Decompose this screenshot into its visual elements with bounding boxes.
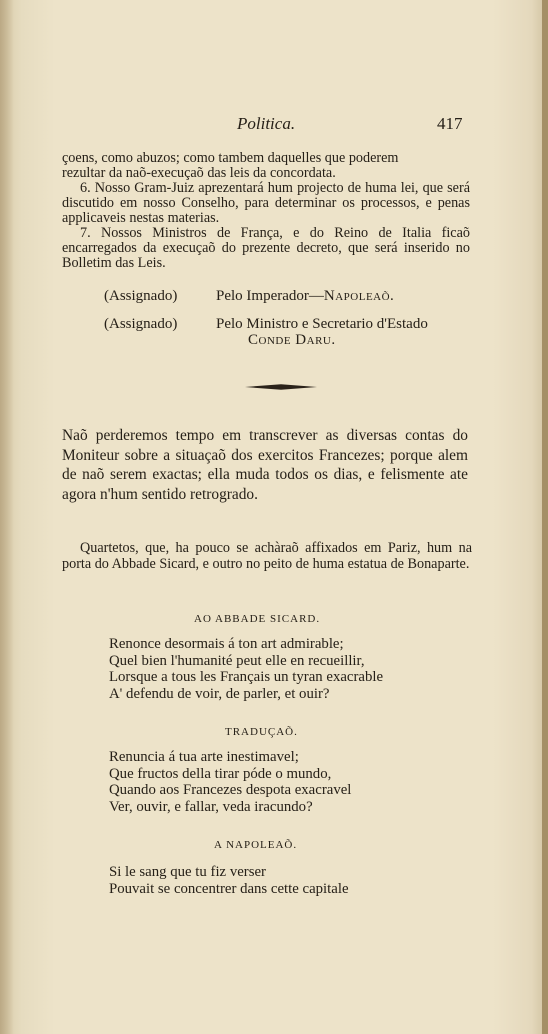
decree-text [62, 151, 470, 271]
poem-title: AO ABBADE SICARD. [194, 613, 321, 625]
signature-text [216, 288, 394, 305]
verse-line: Que fructos della tirar póde o mundo, [109, 765, 332, 782]
poem-title: A NAPOLEAÕ. [214, 839, 298, 851]
quartets-intro: Quartetos, que, ha pouco se achàraõ affixados em Pariz, hum na porta do Abbade Sicard, e outro no peito de huma estatua de Bonaparte. [62, 540, 472, 572]
article-paragraph: Naõ perderemos tempo em transcrever as diversas contas do Moniteur sobre a situaçaõ dos exercitos Francezes; porque alem de naõ serem exactas; ella muda todos os dias, e felismente ate agora n'hum sentido retrogrado. [62, 427, 468, 503]
verse-line: Lorsque a tous les Français un tyran exacrable [109, 669, 384, 686]
poem-verse [109, 636, 383, 702]
verse-line: A' defendu de voir, de parler, et ouir? [109, 685, 330, 702]
signature-label: (Assignado) [104, 288, 178, 304]
spine-shadow [0, 0, 14, 1034]
running-title: Politica. [237, 114, 296, 133]
translation-title: TRADUÇAÕ. [225, 726, 298, 738]
signature-row [0, 288, 548, 308]
signature-name: Conde Daru. [248, 332, 336, 348]
page-number: 417 [437, 114, 463, 133]
poem-verse [109, 864, 349, 897]
article-6: 6. Nosso Gram-Juiz aprezentará hum projecto de huma lei, que será discutido em nosso Conselho, para determinar os processos, e penas applicaveis nestas materias. [62, 180, 470, 226]
verse-line: Pouvait se concentrer dans cette capitale [109, 880, 349, 897]
decree-line: çoens, como abuzos; como tambem daquelles que poderem [62, 150, 399, 166]
decree-line: rezultar da naõ-execuçaõ das leis da concordata. [62, 165, 336, 181]
section-divider [245, 383, 317, 391]
signature-label: (Assignado) [104, 316, 178, 332]
verse-line: Quel bien l'humanité peut elle en recueillir, [109, 652, 365, 669]
signature-text: Pelo Ministro e Secretario d'Estado [216, 316, 428, 332]
verse-line: Quando aos Francezes despota exacravel [109, 782, 352, 799]
verse-line: Renuncia á tua arte inestimavel; [109, 749, 299, 765]
signature-role: Pelo Imperador— [216, 288, 324, 304]
article-7: 7. Nossos Ministros de França, e do Reino de Italia ficaõ encarregados da execuçaõ do prezente decreto, que será inserido no Bolletim das Leis. [62, 225, 470, 271]
page-edge [542, 0, 548, 1034]
verse-line: Si le sang que tu fiz verser [109, 864, 266, 880]
signature-name: Napoleaõ. [323, 288, 395, 304]
translation-verse [109, 749, 351, 815]
verse-line: Renonce desormais á ton art admirable; [109, 636, 344, 652]
signature-row [0, 316, 548, 354]
verse-line: Ver, ouvir, e fallar, veda iracundo? [109, 798, 313, 815]
